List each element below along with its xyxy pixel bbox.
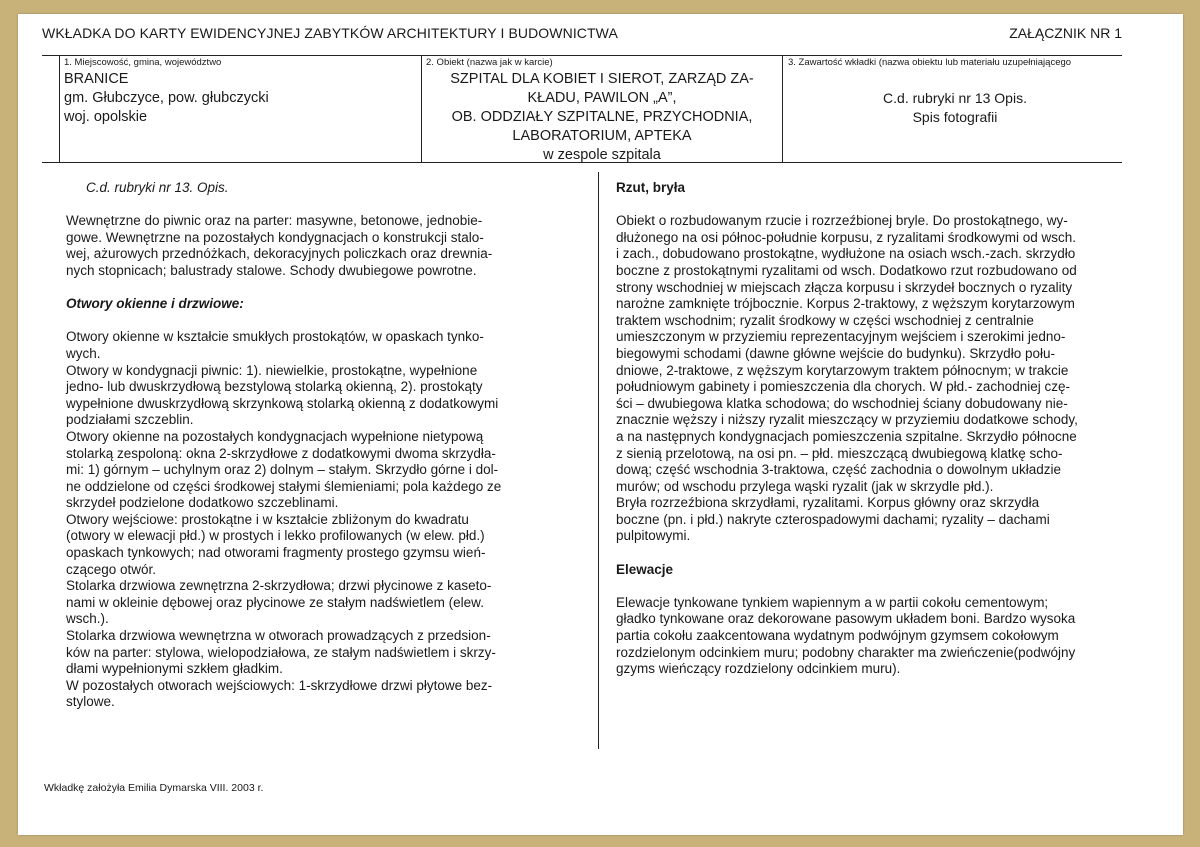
text-line: dniowe, 2-traktowe, z węższym korytarzowym traktem północnym; w trakcie [616,362,1069,378]
text-line: umieszczonym w przyziemiu reprezentacyjnym wejściem i szerokimi jedno- [616,329,1066,345]
text-line: skrzydeł podzielone dodatkowo szczeblinami. [66,495,339,511]
object-line: w zespole szpitala [543,147,661,163]
object-line: OB. ODDZIAŁY SZPITALNE, PRZYCHODNIA, [451,109,753,125]
text-line: Otwory okienne na pozostałych kondygnacjach wypełnione nietypową [66,428,484,444]
plan-paragraph [616,213,1122,545]
text-line: boczne (pn. i płd.) nakryte czterospadowymi dachami; ryzality – dachami [616,511,1050,527]
contents-line: Spis fotografii [912,109,998,125]
text-line: wych. [66,345,101,361]
text-line: Bryła rozrzeźbiona skrzydłami, ryzalitami. Korpus główny oraz skrzydła [616,495,1040,511]
text-line: biegowymi schodami (dawne główne wejście do budynku). Skrzydło połu- [616,345,1055,361]
contents-line: C.d. rubryki nr 13 Opis. [883,90,1027,106]
text-line: nami w okleinie dębowej oraz płycinowe ze stałym nadświetlem (elew. [66,594,484,610]
text-line: znacznie węższy i niższy ryzalit mieszczący w przyziemiu dodatkowe schody, [616,412,1078,428]
text-line: Otwory wejściowe: prostokątne i w kształcie zbliżonym do kwadratu [66,511,469,527]
text-line: gowe. Wewnętrzne na pozostałych kondygnacjach o konstrukcji stalo- [66,229,484,245]
text-line: narożne zamknięte trójbocznie. Korpus 2-traktowy, z węższym korytarzowym [616,296,1075,312]
location-line: woj. opolskie [64,109,148,125]
text-line: Wewnętrzne do piwnic oraz na parter: masywne, betonowe, jednobie- [66,213,483,229]
text-line: dłużonego na osi północ-południe korpusu, z ryzalitami środkowymi od wsch. [616,229,1076,245]
contents-label: 3. Zawartość wkładki (nazwa obiektu lub materiału uzupełniającego [788,57,1072,68]
text-line: stylowe. [66,694,115,710]
text-line: Stolarka drzwiowa zewnętrzna 2-skrzydłowa; drzwi płycinowe z kaseto- [66,578,492,594]
table-top-rule [42,55,1122,56]
object-line: KŁADU, PAWILON „A”, [527,90,677,106]
text-line: ków na parter: stylowa, wielopodziałowa, ze stałym nadświetlem i skrzy- [66,644,496,660]
location-text [64,70,269,127]
table-left-border [59,55,60,163]
text-line: Obiekt o rozbudowanym rzucie i rozrzeźbionej bryle. Do prostokątnego, wy- [616,213,1068,229]
card-header [42,25,1122,43]
right-column [616,180,1122,678]
text-line: wsch.). [66,611,109,627]
text-line: jedno- lub dwuskrzydłową bezstylową stolarką okienną, 2). prostokąty [66,379,483,395]
text-line: podziałami szczeblin. [66,412,194,428]
text-line: mi: 1) górnym – uchylnym oraz 2) dolnym – stałym. Skrzydło górne i dol- [66,462,499,478]
text-line: wypełnione dwuskrzydłową skrzynkową stolarką okienną z dodatkowymi [66,395,499,411]
text-line: stolarką zespoloną: okna 2-skrzydłowe z dodatkowymi dwoma skrzydła- [66,445,496,461]
plan-heading: Rzut, bryła [616,180,686,195]
text-line: południowym gabinety i pomieszczenia dla chorych. W płd.- zachodniej czę- [616,379,1070,395]
text-line: W pozostałych otworach wejściowych: 1-skrzydłowe drzwi płytowe bez- [66,677,493,693]
elevations-paragraph [616,595,1122,678]
left-column [66,180,568,711]
continuation-note: C.d. rubryki nr 13. Opis. [86,180,229,195]
table-divider-2 [782,55,783,163]
text-line: traktem wschodnim; ryzalit środkowy w części wschodniej z centralnie [616,312,1034,328]
text-line: a na następnych kondygnacjach pomieszczenia szpitalne. Skrzydło północne [616,428,1077,444]
text-line: (otwory w elewacji płd.) w prostych i lekko profilowanych (w elew. płd.) [66,528,485,544]
openings-paragraph [66,329,568,711]
text-line: rozdzielonym odcinkiem muru; podobny charakter ma zwieńczenie(podwójny [616,644,1076,660]
text-line: strony wschodniej w miejscach złącza korpusu i skrzydeł bocznych o ryzality [616,279,1073,295]
text-line: dową; część wschodnia 3-traktowa, część zachodnia o dowolnym układzie [616,462,1061,478]
text-line: pulpitowymi. [616,528,691,544]
text-line: Otwory w kondygnacji piwnic: 1). niewielkie, prostokątne, wypełnione [66,362,478,378]
card-title: WKŁADKA DO KARTY EWIDENCYJNEJ ZABYTKÓW ARCHITEKTURY I BUDOWNICTWA [42,25,618,41]
text-line: Stolarka drzwiowa wewnętrzna w otworach prowadzących z przedsion- [66,628,491,644]
annex-label: ZAŁĄCZNIK NR 1 [1009,25,1122,41]
text-line: opaskach tynkowych; nad otworami fragmenty prostego gzymsu wień- [66,545,486,561]
object-line: SZPITAL DLA KOBIET I SIEROT, ZARZĄD ZA- [450,71,754,87]
text-line: ści – dwubiegowa klatka schodowa; do wschodniej ściany dobudowany nie- [616,395,1068,411]
elevations-heading: Elewacje [616,561,674,577]
location-label: 1. Miejscowość, gmina, województwo [64,57,222,68]
location-line: BRANICE [64,71,129,87]
object-line: LABORATORIUM, APTEKA [512,128,692,144]
location-line: gm. Głubczyce, pow. głubczycki [64,90,269,106]
text-line: czącego otwór. [66,561,157,577]
text-line: murów; od wschodu przylega wąski ryzalit (jak w skrzydle płd.). [616,478,994,494]
text-line: i zach., dobudowano prostokątne, wydłużone na osiach wsch.-zach. skrzydło [616,246,1076,262]
text-line: partia cokołu zaakcentowana wydatnym podwójnym gzymsem cokołowym [616,628,1059,644]
column-divider [598,172,599,749]
text-line: dłami wypełnionymi szkłem gładkim. [66,661,283,677]
text-line: boczne z prostokątnymi ryzalitami od wsch. Dodatkowo rzut rozbudowano od [616,262,1077,278]
text-line: nych stopnicach; balustrady stalowe. Schody dwubiegowe powrotne. [66,262,477,278]
text-line: gładko tynkowane oraz dekorowane pasowym układem boni. Bardzo wysoka [616,611,1076,627]
text-line: wej, ażurowych przednóżkach, dekoracyjnych policzkach oraz drewnia- [66,246,493,262]
openings-heading: Otwory okienne i drzwiowe: [66,296,244,312]
author-footnote: Wkładkę założyła Emilia Dymarska VIII. 2003 r. [44,782,264,794]
text-line: gzyms wieńczący rozdzielony odcinkiem muru). [616,661,901,677]
text-line: ne oddzielone od części środkowej stałymi ślemieniami; pola każdego ze [66,478,502,494]
table-divider-1 [421,55,422,163]
object-text [426,70,778,165]
text-line: Otwory okienne w kształcie smukłych prostokątów, w opaskach tynko- [66,329,484,345]
text-line: z sienią przelotową, na osi pn. – płd. mieszczącą dwubiegową klatkę scho- [616,445,1063,461]
stairs-paragraph [66,213,568,279]
contents-text [788,89,1122,127]
text-line: Elewacje tynkowane tynkiem wapiennym a w partii cokołu cementowym; [616,594,1049,610]
object-label: 2. Obiekt (nazwa jak w karcie) [426,57,553,68]
